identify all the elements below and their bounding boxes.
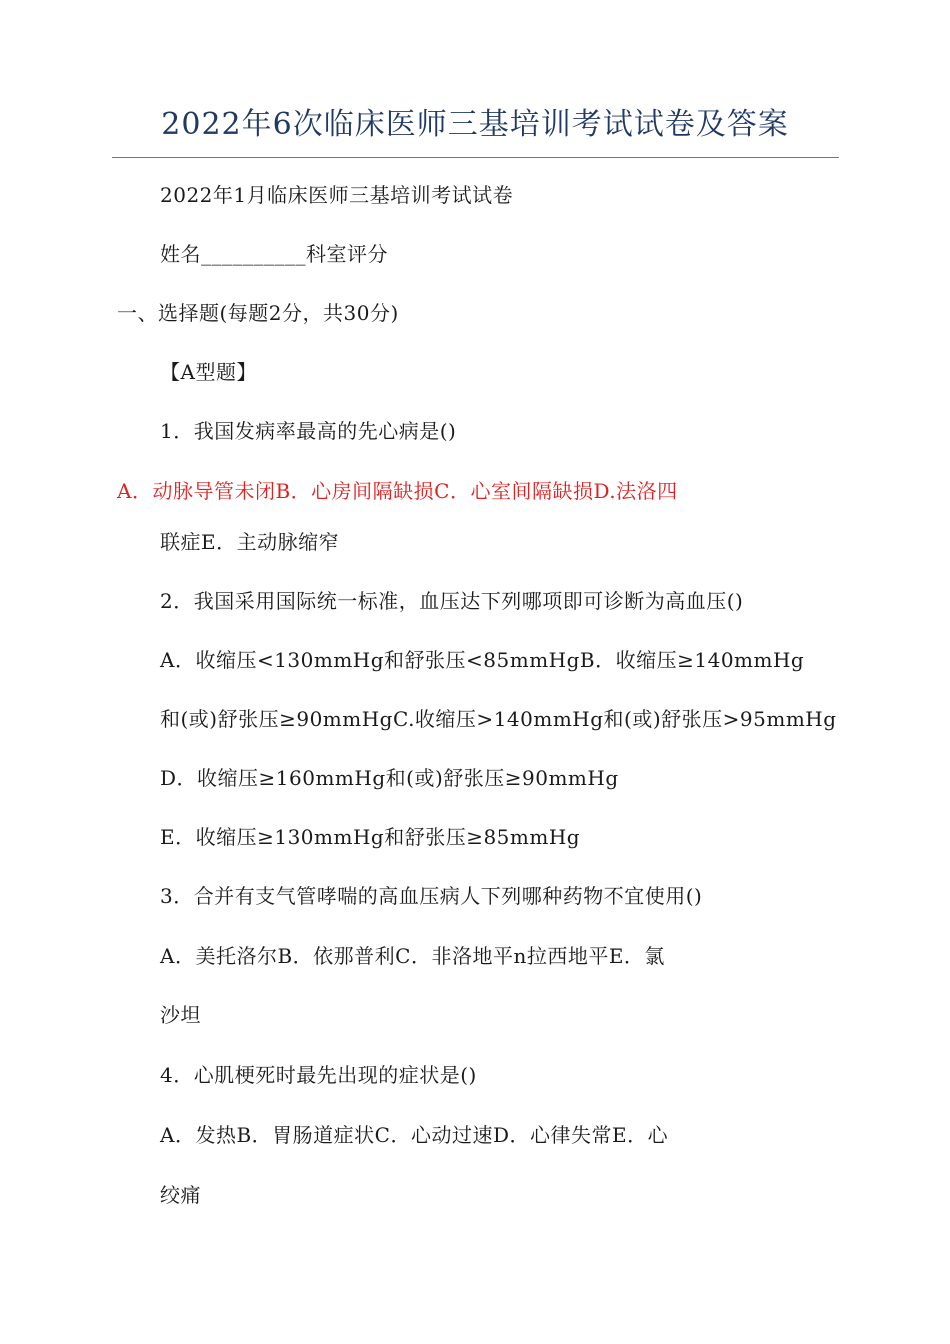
name-department-score-line: 姓名__________科室评分 bbox=[160, 242, 388, 266]
document-title: 2022年6次临床医师三基培训考试试卷及答案 bbox=[161, 107, 789, 142]
question-type-label: 【A型题】 bbox=[160, 360, 257, 384]
question-4-stem: 4．心肌梗死时最先出现的症状是() bbox=[160, 1063, 477, 1087]
question-1-options-line-1: A．动脉导管未闭B．心房间隔缺损C．心室间隔缺损D.法洛四 bbox=[117, 479, 678, 503]
question-4-options-line-1: A．发热B．胃肠道症状C．心动过速D．心律失常E．心 bbox=[160, 1123, 669, 1147]
question-4-options-line-2: 绞痛 bbox=[160, 1183, 201, 1207]
question-3-options-line-2: 沙坦 bbox=[160, 1003, 201, 1027]
question-1-stem: 1．我国发病率最高的先心病是() bbox=[160, 419, 457, 443]
exam-subtitle: 2022年1月临床医师三基培训考试试卷 bbox=[160, 183, 514, 207]
question-3-stem: 3．合并有支气管哮喘的高血压病人下列哪种药物不宜使用() bbox=[160, 884, 703, 908]
question-2-options-line-1: A．收缩压<130mmHg和舒张压<85mmHgB．收缩压≥140mmHg bbox=[160, 648, 805, 672]
question-1-options-line-2: 联症E．主动脉缩窄 bbox=[160, 530, 340, 554]
question-3-options-line-1: A．美托洛尔B．依那普利C．非洛地平n拉西地平E．氯 bbox=[160, 944, 665, 968]
question-2-options-line-4: E．收缩压≥130mmHg和舒张压≥85mmHg bbox=[160, 825, 581, 849]
question-2-options-line-2: 和(或)舒张压≥90mmHgC.收缩压>140mmHg和(或)舒张压>95mmHg bbox=[160, 707, 837, 731]
section-heading: 一、选择题(每题2分，共30分) bbox=[117, 301, 399, 325]
title-divider bbox=[112, 157, 839, 158]
question-2-stem: 2．我国采用国际统一标准，血压达下列哪项即可诊断为高血压() bbox=[160, 589, 744, 613]
question-2-options-line-3: D．收缩压≥160mmHg和(或)舒张压≥90mmHg bbox=[160, 766, 619, 790]
